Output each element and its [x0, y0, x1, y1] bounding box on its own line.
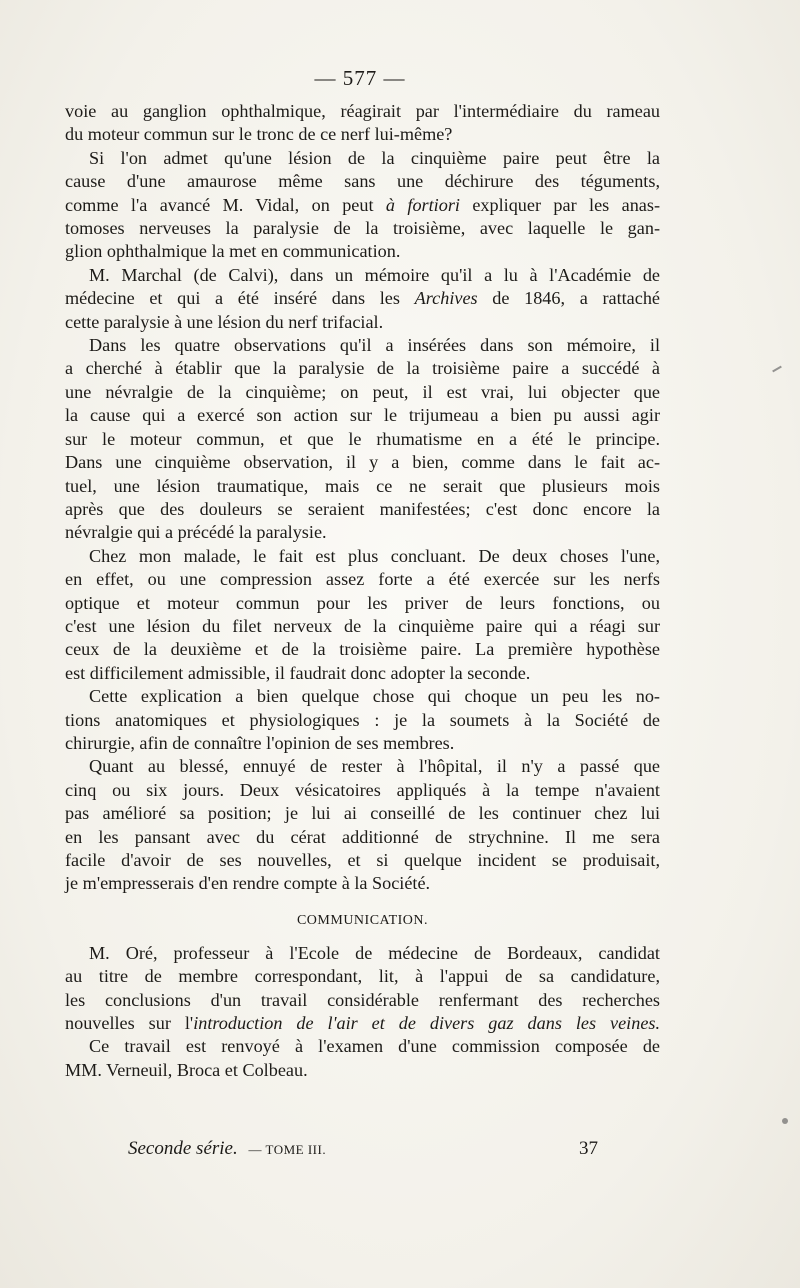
text-line: cette paralysie à une lésion du nerf trifacial. — [65, 311, 384, 332]
text-line: voie au ganglion ophthalmique, réagirait par l'intermédiaire du rameau — [65, 101, 660, 121]
text-line: tuel, une lésion traumatique, mais ce ne serait que plusieurs mois — [65, 475, 660, 496]
text-line: Quant au blessé, ennuyé de rester à l'hôpital, il n'y a passé que — [89, 756, 660, 777]
text-line: optique et moteur commun pour les priver de leurs fonctions, ou — [65, 592, 660, 613]
text-line: chirurgie, afin de connaître l'opinion de ses membres. — [65, 732, 455, 753]
signature-mark: Seconde série. — [128, 1138, 238, 1159]
page-number-header: — 577 — — [314, 66, 406, 90]
text-line: sur le moteur commun, et que le rhumatisme en a été le principe. — [65, 428, 660, 449]
text-line: est difficilement admissible, il faudrait donc adopter la seconde. — [65, 662, 531, 683]
text-line: MM. Verneuil, Broca et Colbeau. — [65, 1059, 308, 1080]
text-line: du moteur commun sur le tronc de ce nerf lui-même? — [65, 124, 453, 145]
text-line: M. Oré, professeur à l'Ecole de médecine de Bordeaux, candidat — [89, 942, 660, 963]
text-line: je m'empresserais d'en rendre compte à la Société. — [65, 873, 431, 894]
section-heading: COMMUNICATION. — [296, 912, 429, 928]
page-footer — [128, 1138, 598, 1160]
text-line: médecine et qui a été inséré dans les Archives de 1846, a rattaché — [65, 288, 660, 309]
text-line: Dans les quatre observations qu'il a insérées dans son mémoire, il — [89, 335, 660, 356]
text-line: ceux de la deuxième et de la troisième paire. La première hypothèse — [65, 639, 660, 660]
text-line: comme l'a avancé M. Vidal, on peut à fortiori expliquer par les anas- — [65, 194, 660, 215]
text-line: c'est une lésion du filet nerveux de la cinquième paire qui a réagi sur — [65, 615, 660, 636]
text-line: en effet, ou une compression assez forte a été exercée sur les nerfs — [65, 569, 660, 590]
body-text — [65, 100, 660, 1082]
communication-block — [65, 942, 660, 1082]
text-line: tions anatomiques et physiologiques : je la soumets à la Société de — [65, 709, 660, 730]
sheet-number: 37 — [579, 1138, 598, 1159]
text-line: au titre de membre correspondant, lit, à l'appui de sa candidature, — [65, 966, 660, 987]
text-line: tomoses nerveuses la paralysie de la troisième, avec laquelle le gan- — [65, 218, 660, 239]
text-line: nouvelles sur l'introduction de l'air et de divers gaz dans les veines. — [65, 1013, 661, 1034]
text-line: cinq ou six jours. Deux vésicatoires appliqués à la tempe n'avaient — [65, 779, 660, 800]
text-line: Ce travail est renvoyé à l'examen d'une commission composée de — [89, 1036, 660, 1057]
text-line: Si l'on admet qu'une lésion de la cinquième paire peut être la — [89, 147, 660, 168]
text-line: Cette explication a bien quelque chose qui choque un peu les no- — [89, 686, 660, 707]
text-line: a cherché à établir que la paralysie de la troisième paire a succédé à — [65, 358, 660, 379]
tome-label: — TOME III. — [248, 1142, 327, 1157]
text-line: Chez mon malade, le fait est plus concluant. De deux choses l'une, — [89, 545, 660, 566]
text-line: la cause qui a exercé son action sur le trijumeau a bien pu aussi agir — [65, 405, 660, 426]
text-line: une névralgie de la cinquième; on peut, il est vrai, lui objecter que — [65, 381, 660, 402]
text-line: M. Marchal (de Calvi), dans un mémoire qu'il a lu à l'Académie de — [89, 264, 660, 285]
margin-mark — [772, 366, 782, 373]
text-line: névralgie qui a précédé la paralysie. — [65, 522, 327, 543]
text-line: pas amélioré sa position; je lui ai conseillé de les continuer chez lui — [65, 803, 660, 824]
text-line: les conclusions d'un travail considérable renfermant des recherches — [65, 989, 660, 1010]
paragraphs-block — [65, 100, 660, 896]
margin-mark — [782, 1118, 788, 1124]
text-line: en les pansant avec du cérat additionné de strychnine. Il me sera — [65, 826, 660, 847]
text-line: facile d'avoir de ses nouvelles, et si quelque incident se produisait, — [65, 850, 660, 870]
text-line: cause d'une amaurose même sans une déchirure des téguments, — [65, 171, 660, 192]
text-line: après que des douleurs se seraient manifestées; c'est donc encore la — [65, 498, 660, 519]
text-line: glion ophthalmique la met en communication. — [65, 241, 401, 262]
text-line: Dans une cinquième observation, il y a bien, comme dans le fait ac- — [65, 452, 660, 473]
